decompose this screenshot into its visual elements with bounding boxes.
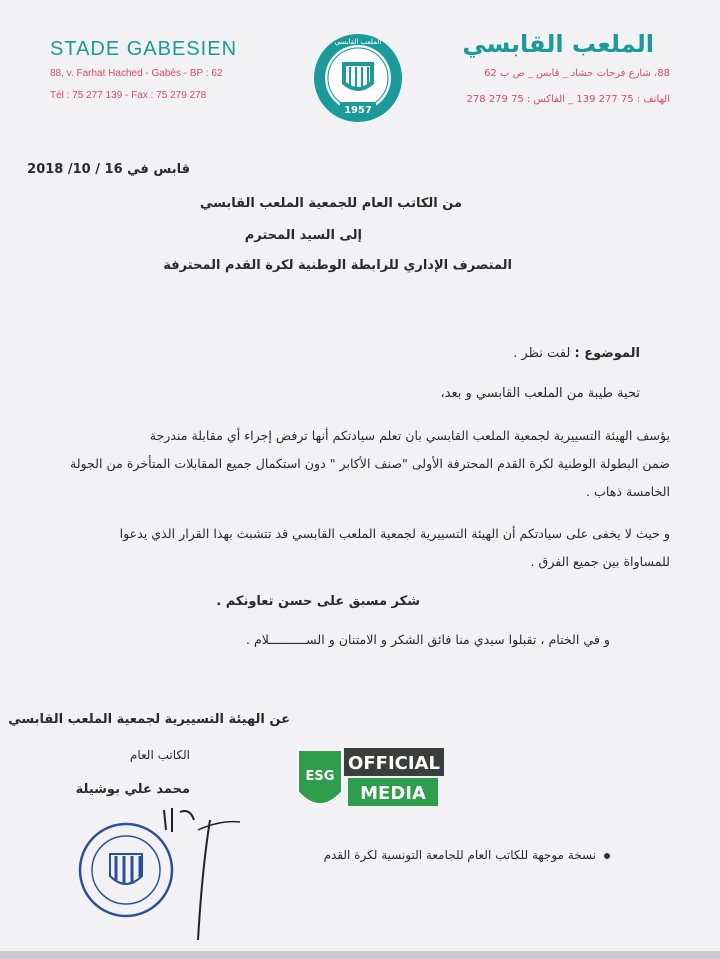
- club-name-french: STADE GABESIEN: [50, 38, 238, 60]
- club-logo-icon: [312, 32, 404, 124]
- letter-from: من الكاتب العام للجمعية الملعب القابسي: [200, 196, 462, 211]
- watermark-badge: ESG: [305, 769, 335, 784]
- carbon-copy-item: [324, 848, 610, 862]
- letter-date: قابس في 16 / 10/ 2018: [27, 162, 190, 177]
- bottom-strip: [0, 951, 720, 959]
- logo-year: 1957: [344, 105, 372, 116]
- thanks-line: شكر مسبق على حسن تعاونكم .: [216, 594, 420, 609]
- phone-french: Tél : 75 277 139 - Fax : 75 279 278: [50, 90, 207, 101]
- letter-recipient: المتصرف الإداري للرابطة الوطنية لكرة القدم المحترفة: [163, 258, 512, 273]
- carbon-copy-text: نسخة موجهة للكاتب العام للجامعة التونسية لكرة القدم: [323, 848, 596, 862]
- subject-label: الموضوع :: [574, 346, 640, 361]
- subject-text: لفت نظر .: [513, 346, 571, 361]
- paragraph-1-line-3: الخامسة ذهاب .: [586, 484, 670, 499]
- paragraph-1-line-1: يؤسف الهيئة التسييرية لجمعية الملعب القابسي بان تعلم سيادتكم أنها ترفض إجراء أي مقابلة مندرجة: [149, 428, 670, 443]
- bullet-icon: [604, 853, 610, 859]
- logo-arc-text: الملعب القابسي: [334, 38, 382, 46]
- subject-line: [513, 346, 640, 361]
- phone-arabic: الهاتف : 75 277 139 _ الفاكس : 75 279 278: [466, 94, 670, 105]
- watermark-line-1: OFFICIAL: [348, 753, 440, 774]
- greeting: تحية طيبة من الملعب القابسي و بعد،: [440, 386, 640, 401]
- address-arabic: 88، شارع فرحات حشاد _ قابس _ ص ب 62: [484, 68, 670, 79]
- signature-name: محمد علي بوشيلة: [75, 782, 190, 797]
- handwritten-signature-icon: [150, 800, 260, 950]
- address-french: 88, v. Farhat Hached - Gabès - BP : 62: [50, 68, 223, 79]
- signature-title: الكاتب العام: [129, 748, 190, 762]
- signature-organization: عن الهيئة التسييرية لجمعية الملعب القابسي: [8, 712, 290, 727]
- club-name-arabic: الملعب القابسي: [462, 30, 654, 58]
- official-media-watermark-icon: [290, 742, 450, 822]
- watermark-line-2: MEDIA: [360, 783, 426, 804]
- paragraph-2-line-2: للمساواة بين جميع الفرق .: [530, 554, 670, 569]
- paragraph-1-line-2: ضمن البطولة الوطنية لكرة القدم المحترفة الأولى "صنف الأكابر " دون استكمال جميع المقابلات المتأخرة من الجولة: [69, 456, 670, 471]
- closing-line: و في الختام ، تقبلوا سيدي منا فائق الشكر و الامتنان و الســــــــــلام .: [245, 632, 610, 647]
- paragraph-2-line-1: و حيث لا يخفى على سيادتكم أن الهيئة التسييرية لجمعية الملعب القابسي قد تتشبث بهذا القرار الذي يدعوا: [119, 526, 670, 541]
- letter-to: إلى السيد المحترم: [244, 228, 362, 243]
